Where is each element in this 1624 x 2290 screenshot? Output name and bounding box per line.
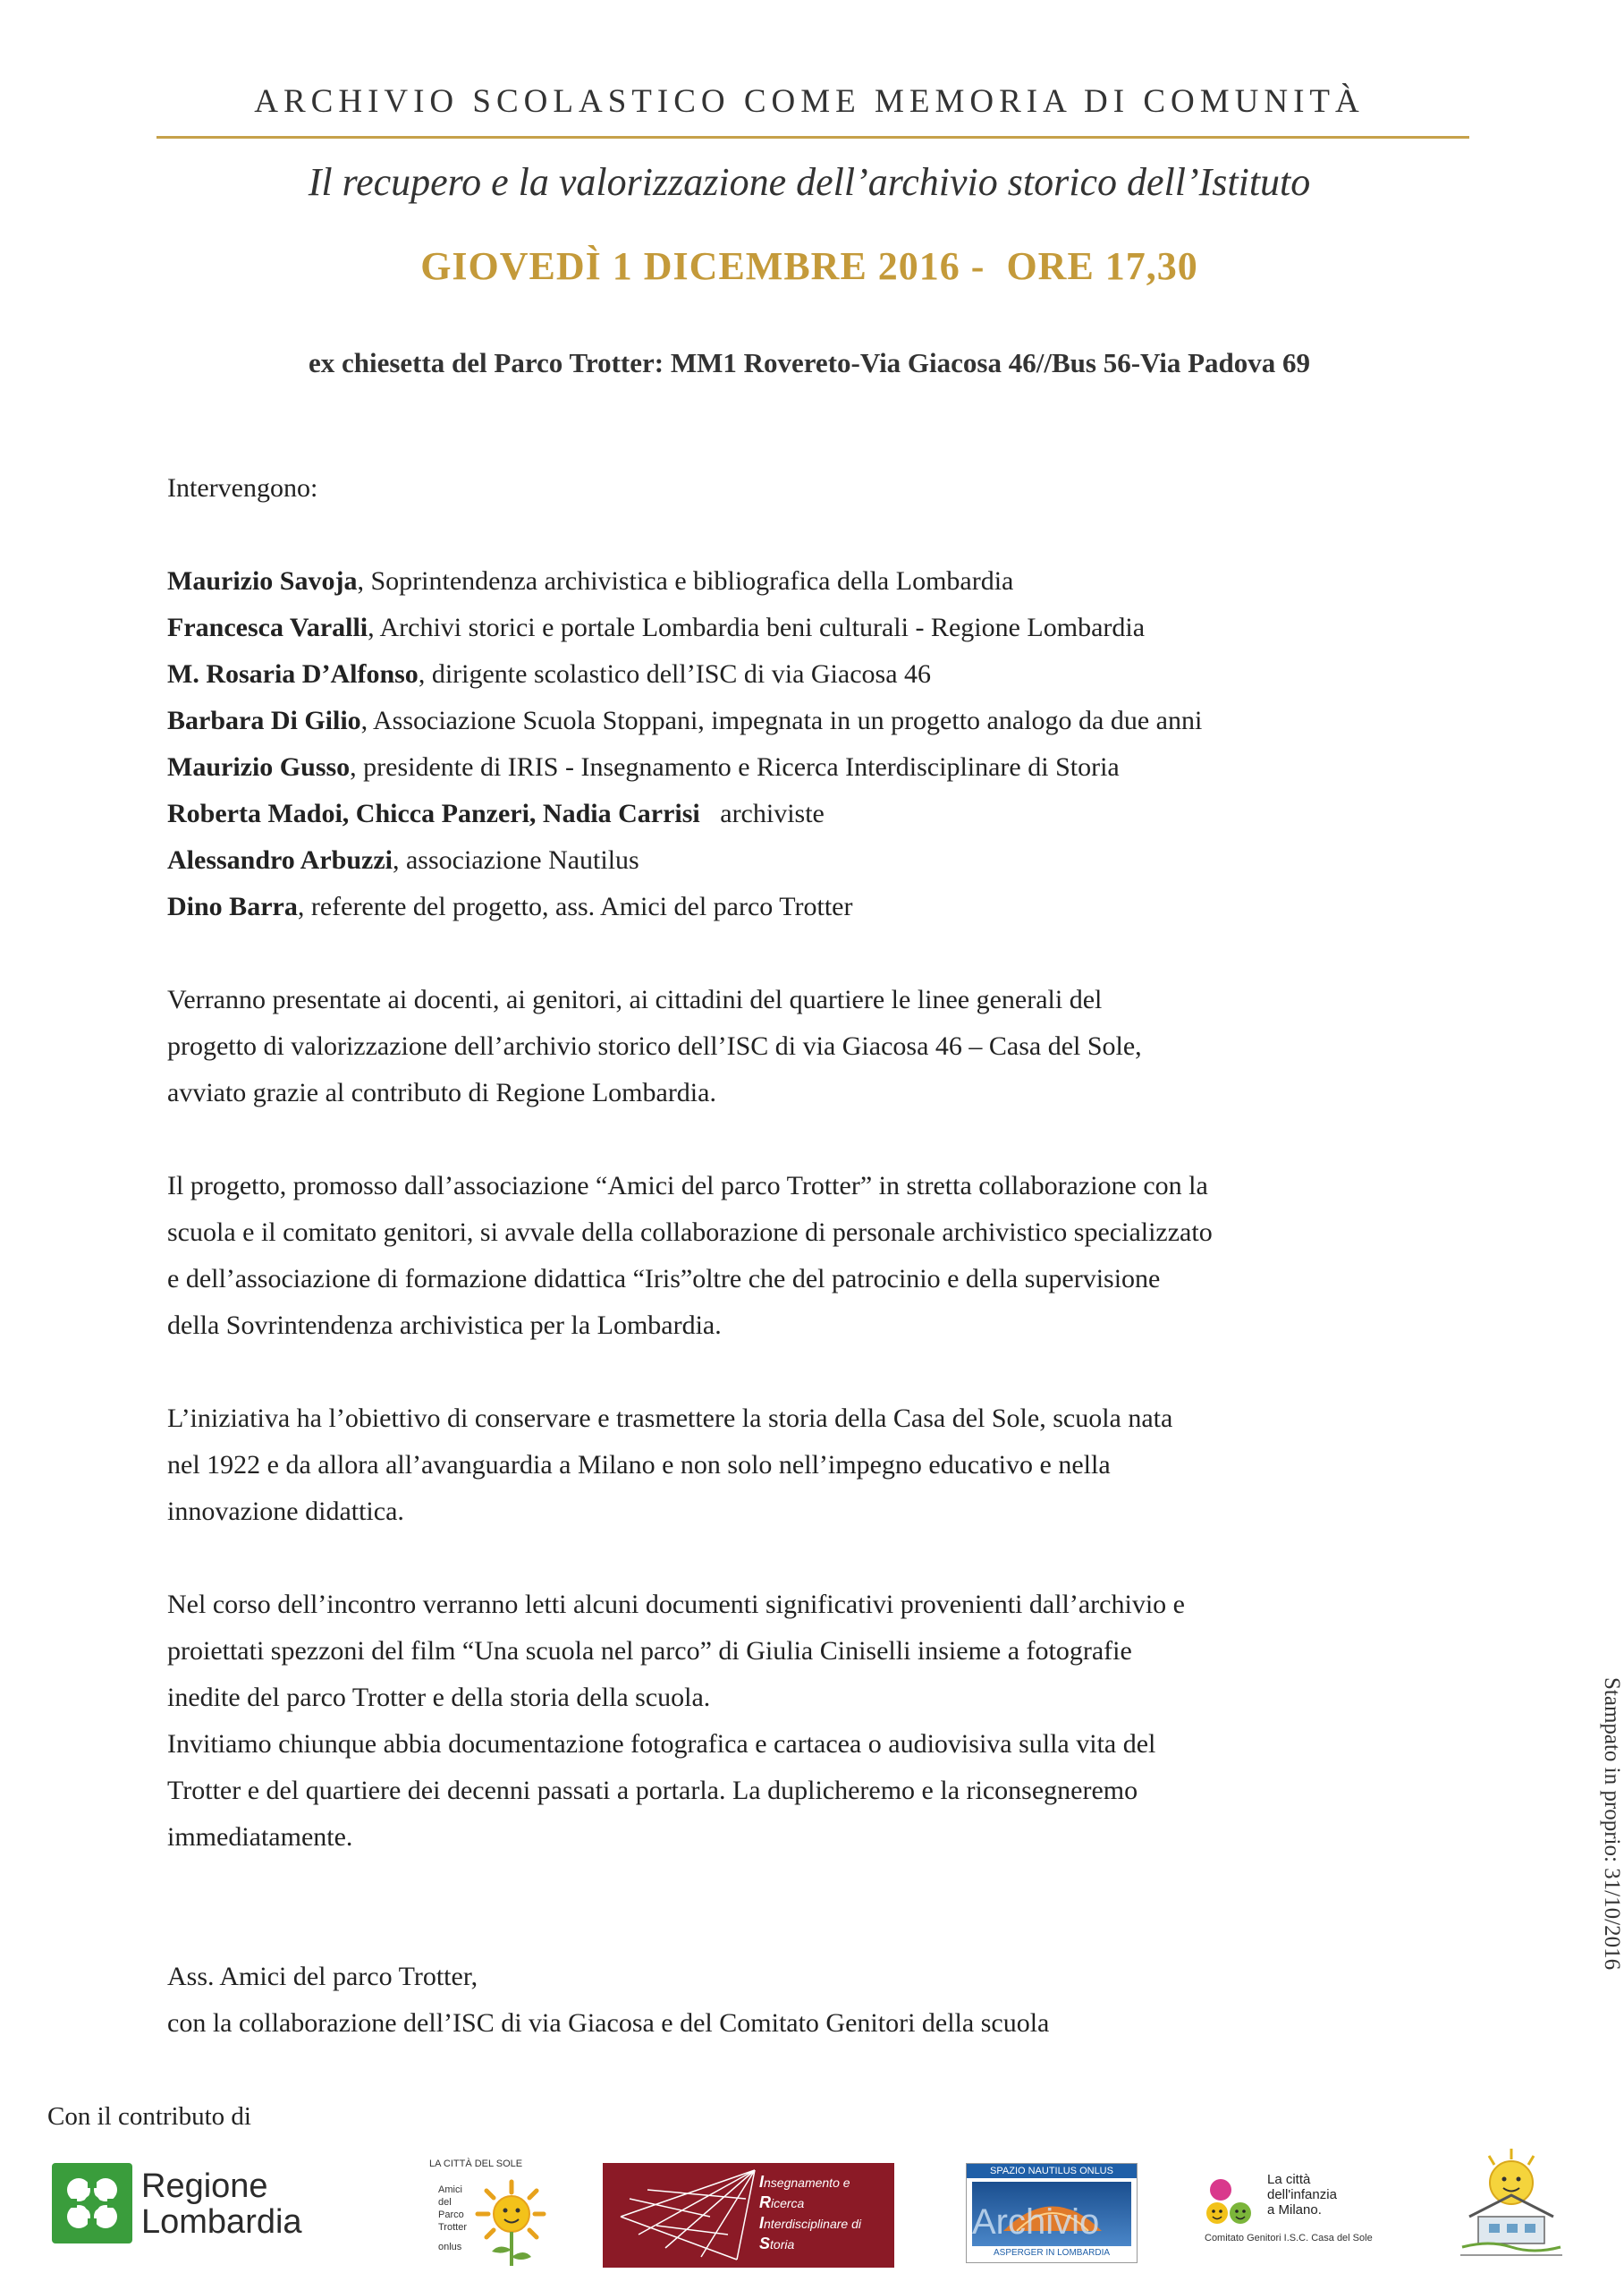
speaker-line: Dino Barra, referente del progetto, ass. Amici del parco Trotter xyxy=(167,892,853,921)
speaker-line: Barbara Di Gilio, Associazione Scuola Stoppani, impegnata in un progetto analogo da due anni xyxy=(167,706,1203,735)
text-line: progetto di valorizzazione dell’archivio storico dell’ISC di via Giacosa 46 – Casa del Sole, xyxy=(167,1031,1142,1061)
text-line: L’iniziativa ha l’obiettivo di conservare e trasmettere la storia della Casa del Sole, scuola nata xyxy=(167,1404,1173,1433)
text-line: e dell’associazione di formazione didattica “Iris”oltre che del patrocinio e della supervisione xyxy=(167,1264,1161,1293)
regione-lombardia-wordmark: Regione Lombardia xyxy=(141,2167,302,2241)
citta-infanzia-logo: La città dell'infanzia a Milano. Comitato Genitori I.S.C. Casa del Sole xyxy=(1205,2172,1373,2243)
citta-del-sole-logo: LA CITTÀ DEL SOLE Amici del Parco Trotter onlus xyxy=(429,2159,546,2275)
casa-del-sole-logo xyxy=(1453,2147,1569,2261)
regione-lombardia-mark-icon xyxy=(52,2163,132,2243)
text-line: nel 1922 e da allora all’avanguardia a Milano e non solo nell’impegno educativo e nella xyxy=(167,1450,1111,1480)
text-line: immediatamente. xyxy=(167,1822,353,1852)
paragraph-initiative xyxy=(167,1395,1482,1535)
text-line: della Sovrintendenza archivistica per la Lombardia. xyxy=(167,1310,722,1340)
iris-logo: Insegnamento e Ricerca Interdisciplinare di Storia xyxy=(603,2163,894,2268)
text-line: innovazione didattica. xyxy=(167,1497,404,1526)
paragraph-meeting xyxy=(167,1582,1482,1861)
speaker-line: Alessandro Arbuzzi, associazione Nautilus xyxy=(167,845,639,875)
smiley-faces-icon xyxy=(1205,2176,1265,2229)
text-line: Invitiamo chiunque abbia documentazione fotografica e cartacea o audiovisiva sulla vita del xyxy=(167,1729,1156,1759)
speaker-line: Maurizio Gusso, presidente di IRIS - Insegnamento e Ricerca Interdisciplinare di Storia xyxy=(167,752,1120,782)
regione-lombardia-logo xyxy=(52,2163,347,2243)
signature-block xyxy=(167,1954,1482,2047)
title-divider xyxy=(156,136,1469,139)
nautilus-logo: SPAZIO NAUTILUS ONLUS Archivio ASPERGER IN LOMBARDIA xyxy=(966,2163,1138,2263)
text-line: proiettati spezzoni del film “Una scuola nel parco” di Giulia Ciniselli insieme a fotografie xyxy=(167,1636,1132,1666)
contributors-label: Con il contributo di xyxy=(47,2102,251,2131)
document-title: ARCHIVIO SCOLASTICO COME MEMORIA DI COMUNITÀ xyxy=(254,83,1365,120)
sun-icon xyxy=(476,2178,546,2272)
paragraph-project xyxy=(167,1163,1482,1349)
event-date: GIOVEDÌ 1 DICEMBRE 2016 - ORE 17,30 xyxy=(420,244,1198,288)
signature-line: Ass. Amici del parco Trotter, xyxy=(167,1962,478,1991)
speaker-line: Francesca Varalli, Archivi storici e portale Lombardia beni culturali - Regione Lombardia xyxy=(167,613,1146,642)
text-line: Verranno presentate ai docenti, ai genitori, ai cittadini del quartiere le linee generali del xyxy=(167,985,1103,1014)
speaker-line: Maurizio Savoja, Soprintendenza archivistica e bibliografica della Lombardia xyxy=(167,566,1014,596)
signature-line: con la collaborazione dell’ISC di via Giacosa e del Comitato Genitori della scuola xyxy=(167,2008,1050,2038)
document-body xyxy=(167,465,1482,2047)
text-line: avviato grazie al contributo di Regione Lombardia. xyxy=(167,1078,716,1107)
document-subtitle: Il recupero e la valorizzazione dell’archivio storico dell’Istituto xyxy=(308,160,1311,204)
speaker-line: Roberta Madoi, Chicca Panzeri, Nadia Carrisi archiviste xyxy=(167,799,825,828)
printed-date-note: Stampato in proprio: 31/10/2016 xyxy=(1600,1677,1624,1971)
house-sun-icon xyxy=(1453,2147,1569,2261)
text-line: Il progetto, promosso dall’associazione “Amici del parco Trotter” in stretta collaborazione con la xyxy=(167,1171,1208,1200)
speakers-list xyxy=(167,558,1482,930)
event-venue: ex chiesetta del Parco Trotter: MM1 Rovereto-Via Giacosa 46//Bus 56-Via Padova 69 xyxy=(308,347,1311,378)
speakers-intro: Intervengono: xyxy=(167,473,318,503)
speaker-line: M. Rosaria D’Alfonso, dirigente scolastico dell’ISC di via Giacosa 46 xyxy=(167,659,932,689)
text-line: scuola e il comitato genitori, si avvale della collaborazione di personale archivistico specializzato xyxy=(167,1217,1213,1247)
paragraph-presentation xyxy=(167,977,1482,1116)
text-line: Nel corso dell’incontro verranno letti alcuni documenti significativi provenienti dall’archivio e xyxy=(167,1590,1185,1619)
iris-lines-icon xyxy=(603,2163,764,2268)
text-line: Trotter e del quartiere dei decenni passati a portarla. La duplicheremo e la riconsegneremo xyxy=(167,1776,1138,1805)
nautilus-picture: Archivio xyxy=(972,2182,1131,2246)
text-line: inedite del parco Trotter e della storia della scuola. xyxy=(167,1683,711,1712)
